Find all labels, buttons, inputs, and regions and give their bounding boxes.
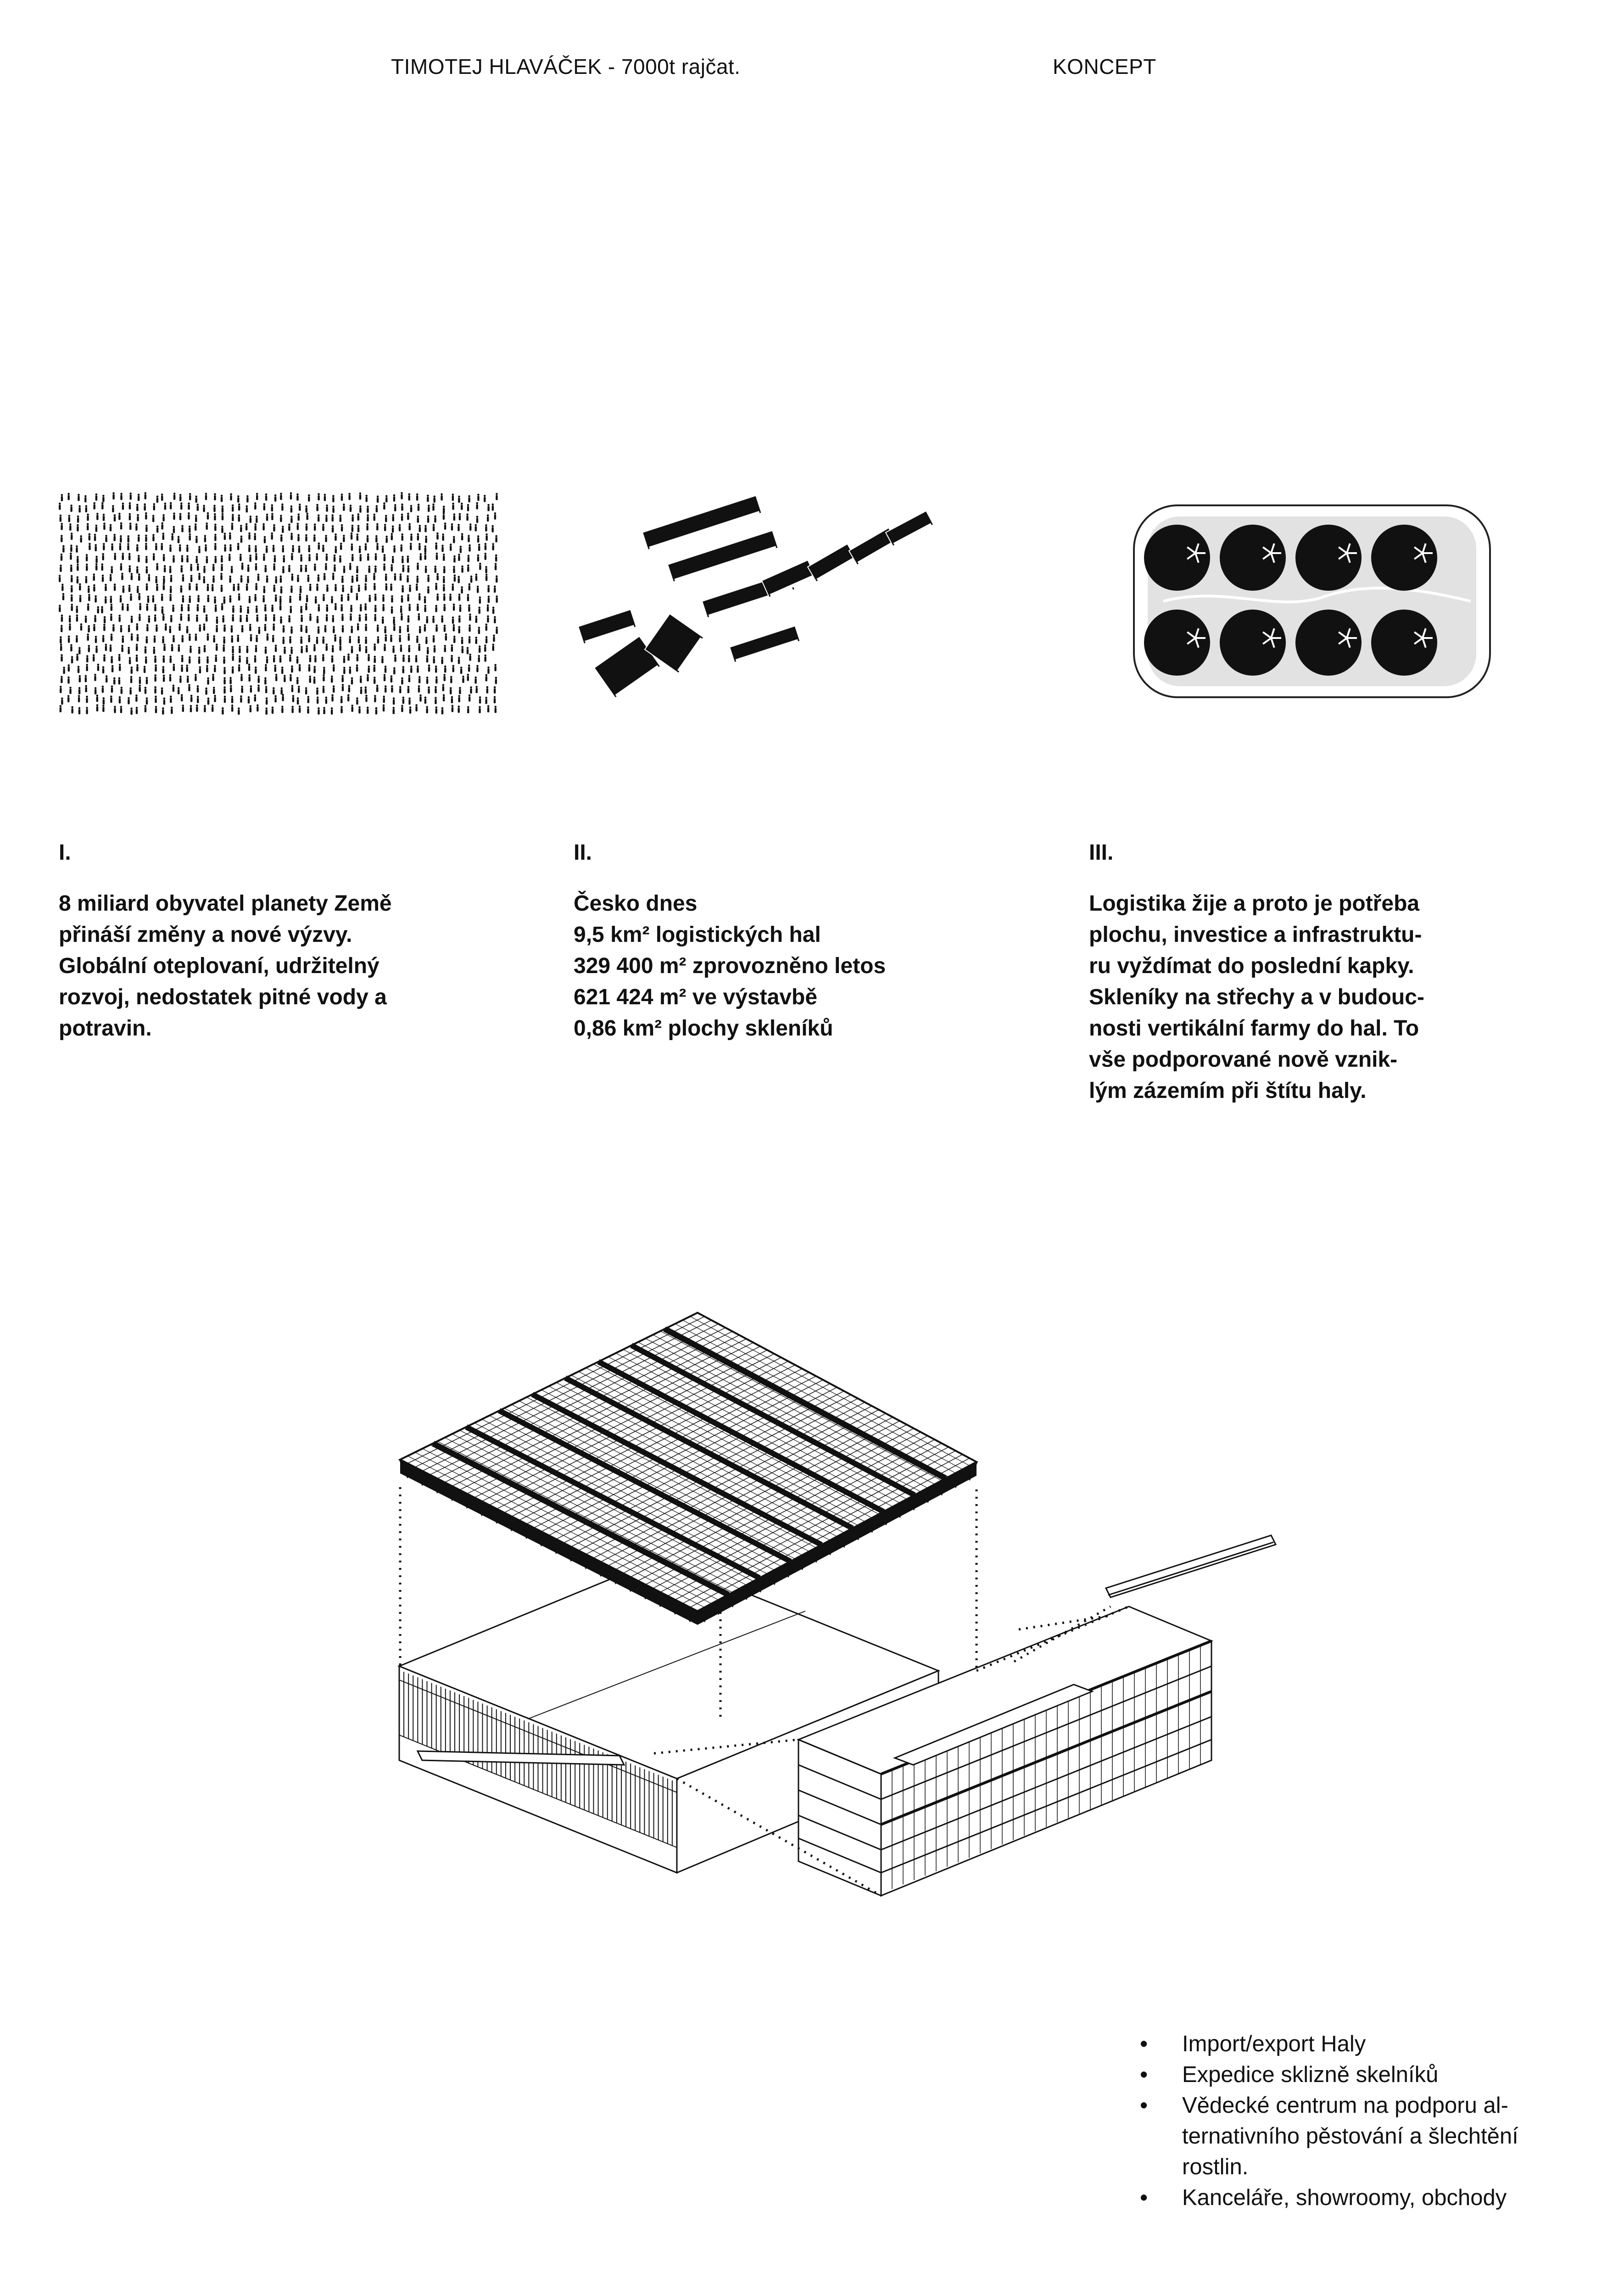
column-1-line: 8 miliard obyvatel planety Země xyxy=(59,891,392,916)
column-2-line: 9,5 km² logistických hal xyxy=(574,923,821,947)
tomato-tray-illustration xyxy=(1131,503,1494,700)
column-2-numeral: II. xyxy=(574,840,592,865)
column-1-line: potravin. xyxy=(59,1016,152,1041)
program-list xyxy=(1133,2029,1546,2213)
column-3-line: vše podporované nově vznik- xyxy=(1089,1047,1398,1072)
column-3-line: lým zázemím při štítu haly. xyxy=(1089,1079,1367,1103)
column-3-line: Skleníky na střechy a v budouc- xyxy=(1089,985,1424,1009)
column-2-line: 329 400 m² zprovozněno letos xyxy=(574,954,886,978)
document-title: TIMOTEJ HLAVÁČEK - 7000t rajčat. xyxy=(391,55,741,78)
column-3-line: Logistika žije a proto je potřeba xyxy=(1089,891,1420,916)
crowd-illustration xyxy=(59,491,502,716)
logistics-halls-illustration xyxy=(551,496,1000,707)
column-3-line: ru vyždímat do poslední kapky. xyxy=(1089,954,1414,978)
column-3-line: plochu, investice a infrastruktu- xyxy=(1089,923,1422,947)
section-label: KONCEPT xyxy=(1053,55,1156,78)
program-item: • Kanceláře, showroomy, obchody xyxy=(1133,2183,1546,2213)
program-item-continuation: ternativního pěstování a šlechtění xyxy=(1182,2124,1518,2149)
program-item: • Import/export Haly xyxy=(1133,2029,1546,2060)
column-2-line: Česko dnes xyxy=(574,891,698,916)
crowd-figures xyxy=(59,492,498,715)
truss-right xyxy=(1106,1535,1276,1597)
column-1-line: přináší změny a nové výzvy. xyxy=(59,923,352,947)
program-item-continuation: rostlin. xyxy=(1182,2155,1249,2179)
column-1-line: Globální oteplovaní, udržitelný xyxy=(59,954,379,978)
column-3-text xyxy=(1089,888,1424,1107)
hall-blocks xyxy=(578,496,933,698)
column-2-line: 0,86 km² plochy skleníků xyxy=(574,1016,833,1041)
program-item: • Vědecké centrum na podporu al- xyxy=(1133,2090,1546,2121)
column-2-line: 621 424 m² ve výstavbě xyxy=(574,985,818,1009)
program-item: • Expedice sklizně skelníků xyxy=(1133,2060,1546,2090)
column-1-numeral: I. xyxy=(59,840,71,865)
greenhouse-roof xyxy=(400,1313,977,1625)
column-1-text xyxy=(59,888,394,1044)
column-1-line: rozvoj, nedostatek pitné vody a xyxy=(59,985,387,1009)
axonometric-building-diagram xyxy=(376,1258,1303,2001)
column-3-line: nosti vertikální farmy do hal. To xyxy=(1089,1016,1419,1041)
column-3-numeral: III. xyxy=(1089,840,1114,865)
column-2-text xyxy=(574,888,909,1044)
